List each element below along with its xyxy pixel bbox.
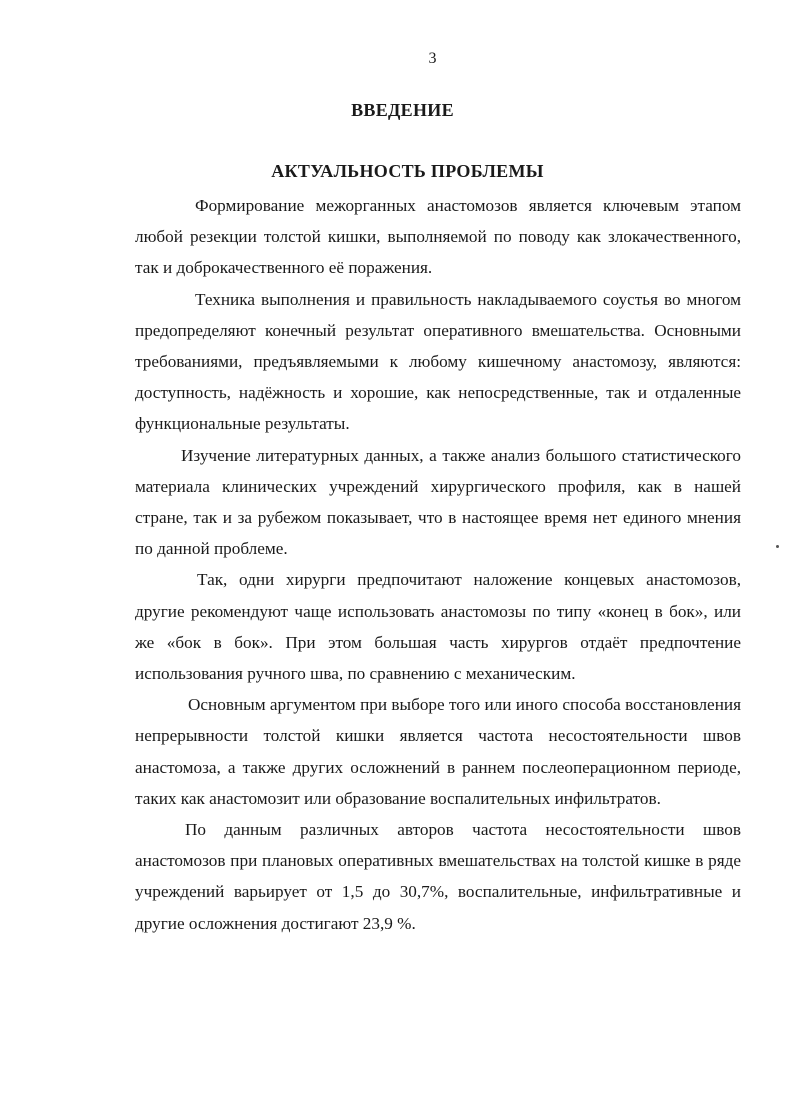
paragraph: Формирование межорганных анастомозов является ключевым этапом любой резекции толстой кишки, выполняемой по поводу как злокачественного, так и доброкачественного её поражения. (135, 196, 741, 278)
paragraph: Основным аргументом при выборе того или иного способа восстановления непрерывности толстой кишки является частота несостоятельности швов анастомоза, а также других осложнений в раннем послеоперационном периоде, таких как анастомозит или образование воспалительных инфильтратов. (135, 695, 741, 808)
body-text (135, 190, 741, 939)
paragraph: По данным различных авторов частота несостоятельности швов анастомозов при плановых оперативных вмешательствах на толстой кишке в ряде учреждений варьирует от 1,5 до 30,7%, воспалительные, инфильтративные и другие осложнения достигают 23,9 %. (135, 820, 741, 933)
paragraph: Техника выполнения и правильность накладываемого соустья во многом предопределяют конечный результат оперативного вмешательства. Основными требованиями, предъявляемыми к любому кишечному анастомозу, являются: доступность, надёжность и хорошие, как непосредственные, так и отдаленные функциональные результаты. (135, 289, 741, 434)
page-number: 3 (428, 50, 437, 67)
paragraph: Изучение литературных данных, а также анализ большого статистического материала клинических учреждений хирургического профиля, как в нашей стране, так и за рубежом показывает, что в настоящее время нет единого мнения по данной проблеме. (135, 445, 741, 559)
paragraph: Так, одни хирурги предпочитают наложение концевых анастомозов, другие рекомендуют чаще использовать анастомозы по типу «конец в бок», или же «бок в бок». При этом большая часть хирургов отдаёт предпочтение использования ручного шва, по сравнению с механическим. (135, 570, 741, 684)
scan-speck (776, 545, 779, 548)
section-heading-introduction: ВВЕДЕНИЕ (351, 100, 454, 120)
section-heading-topic: АКТУАЛЬНОСТЬ ПРОБЛЕМЫ (271, 161, 544, 181)
